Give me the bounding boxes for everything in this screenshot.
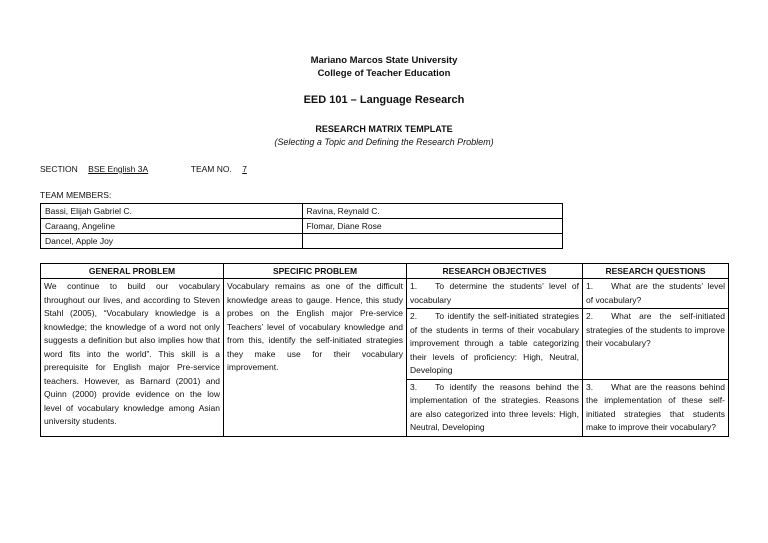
- section-value: BSE English 3A: [88, 164, 149, 174]
- college-name: College of Teacher Education: [317, 68, 451, 79]
- team-members-table: [40, 203, 563, 249]
- header-research-questions: RESEARCH QUESTIONS: [583, 264, 729, 279]
- member-cell: [302, 234, 563, 249]
- header-specific-problem: SPECIFIC PROBLEM: [224, 264, 407, 279]
- objective-number: 2.: [410, 311, 418, 321]
- section-label: SECTION: [40, 164, 78, 174]
- member-cell: Caraang, Angeline: [41, 219, 303, 234]
- team-no-value: 7: [242, 164, 247, 174]
- objective-text: To identify the self-initiated strategies of the students in terms of their vocabulary improvement through a table categorizing their levels of proficiency: High, Neutral, Developing: [410, 311, 579, 375]
- matrix-subtitle: (Selecting a Topic and Defining the Research Problem): [274, 137, 494, 147]
- specific-problem-cell: Vocabulary remains as one of the difficult knowledge areas to gauge. Hence, this study probes on the English major Pre-service Teachers’ level of vocabulary knowledge and from this, identify the self-initiated strategies they make use for their vocabulary improvement.: [224, 279, 407, 437]
- objective-cell: [407, 379, 583, 436]
- institution-header: [0, 54, 768, 80]
- research-matrix-table: [40, 263, 729, 437]
- matrix-header-row: [41, 264, 729, 279]
- objective-text: To identify the reasons behind the implementation of the strategies. Reasons are also categorized into three levels: High, Neutral, Developing: [410, 381, 579, 432]
- member-cell: Bassi, Elijah Gabriel C.: [41, 204, 303, 219]
- table-row: [41, 234, 563, 249]
- general-problem-cell: We continue to build our vocabulary throughout our lives, and according to Steven Stahl (2005), “Vocabulary knowledge is a knowledge; the knowledge of a word not only suggests a definition but also implies how that word fits into the world”. This skill is a prerequisite for English major Pre-service teachers. However, as Barnard (2001) and Quinn (2000) provide evidence on the low level of vocabulary knowledge among Asian university students.: [41, 279, 224, 437]
- objective-number: 3.: [410, 381, 418, 392]
- question-cell: [583, 309, 729, 380]
- university-name: Mariano Marcos State University: [310, 55, 458, 66]
- team-no-label: TEAM NO.: [190, 164, 232, 174]
- question-cell: [583, 279, 729, 309]
- objective-cell: [407, 279, 583, 309]
- member-cell: Flomar, Diane Rose: [302, 219, 563, 234]
- question-number: 2.: [586, 311, 594, 321]
- table-row: [41, 204, 563, 219]
- question-number: 1.: [586, 281, 594, 291]
- question-cell: [583, 379, 729, 436]
- header-research-objectives: RESEARCH OBJECTIVES: [407, 264, 583, 279]
- question-text: What are the reasons behind the implementation of these self-initiated strategies that students make to improve their vocabulary?: [586, 381, 725, 432]
- section-line: [40, 164, 264, 174]
- table-row: [41, 279, 729, 309]
- course-title: EED 101 – Language Research: [303, 94, 465, 106]
- objective-text: To determine the students’ level of vocabulary: [410, 281, 579, 305]
- question-text: What are the self-initiated strategies of the students to improve their vocabulary?: [586, 311, 725, 348]
- table-row: [41, 219, 563, 234]
- objective-cell: [407, 309, 583, 380]
- objective-number: 1.: [410, 281, 418, 291]
- header-general-problem: GENERAL PROBLEM: [41, 264, 224, 279]
- question-text: What are the students’ level of vocabulary?: [586, 281, 725, 305]
- member-cell: Ravina, Reynald C.: [302, 204, 563, 219]
- team-members-label: TEAM MEMBERS:: [40, 190, 112, 200]
- matrix-title: RESEARCH MATRIX TEMPLATE: [315, 124, 453, 134]
- member-cell: Dancel, Apple Joy: [41, 234, 303, 249]
- question-number: 3.: [586, 381, 594, 392]
